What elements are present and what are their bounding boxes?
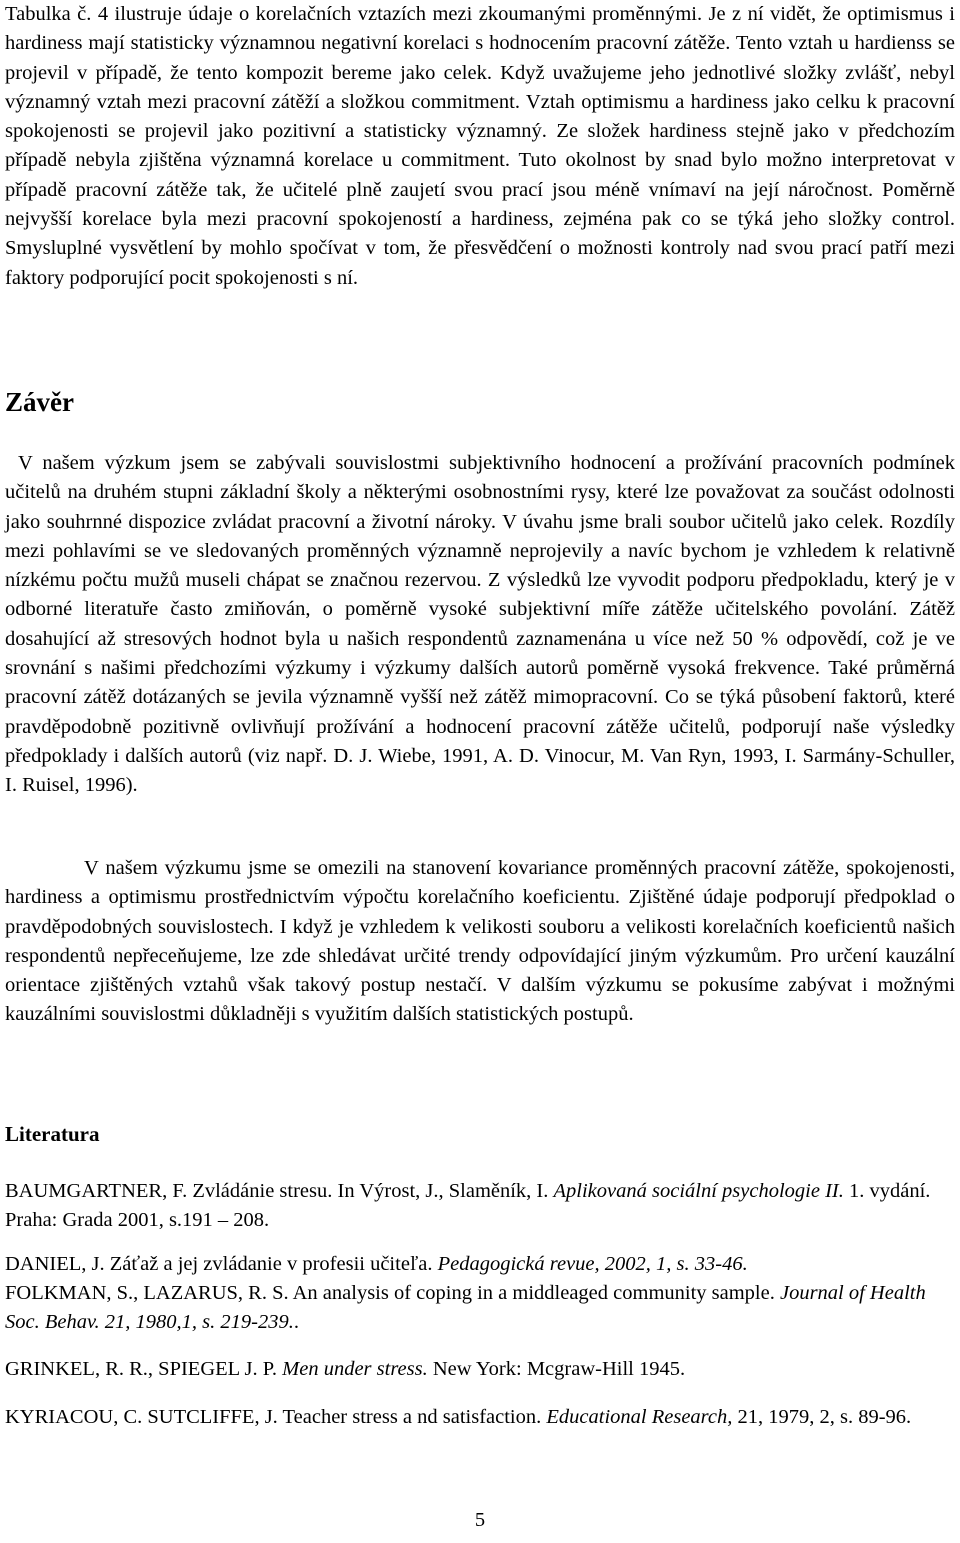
- reference-title: Men under stress.: [282, 1358, 428, 1380]
- page-number: 5: [474, 1509, 486, 1531]
- reference-text: FOLKMAN, S., LAZARUS, R. S. An analysis of coping in a middleaged community sample.: [5, 1282, 780, 1304]
- reference-title: Educational Research,: [546, 1406, 733, 1428]
- section-heading-literature: Literatura: [5, 1122, 100, 1146]
- body-paragraph-correlations: Tabulka č. 4 ilustruje údaje o korelačních vztazích mezi zkoumanými proměnnými. Je z ní vidět, že optimismus i hardiness mají statisticky významnou negativní korelaci s hodnocením pracovní zátěže. Tento vztah u hardienss se projevil v případě, že tento kompozit bereme jako celek. Když uvažujeme jeho jednotlivé složky zvlášť, nebyl významný vztah mezi pracovní zátěží a složkou commitment. Vztah optimismu a hardiness jako celku k pracovní spokojenosti se projevil jako pozitivní a statisticky významný. Ze složek hardiness stejně jako v předchozím případě nebyla zjištěna významná korelace u commitment. Tuto okolnost by snad bylo možno interpretovat v případě pracovní zátěže tak, že učitelé plně zaujetí svou prací jsou méně vnímaví na její náročnost. Poměrně nejvyšší korelace byla mezi pracovní spokojeností a hardiness, zejména pak co se týká jeho složky control. Smysluplné vysvětlení by mohlo spočívat v tom, že přesvědčení o možnosti kontroly nad svou prací patří mezi faktory podporující pocit spokojenosti s ní.: [5, 3, 955, 289]
- reference-text: BAUMGARTNER, F. Zvládánie stresu. In Výrost, J., Slaměník, I.: [5, 1180, 554, 1202]
- reference-item: [5, 1403, 955, 1432]
- reference-title: Journal of Health Soc. Behav. 21, 1980,1, s. 219-239.: [5, 1282, 926, 1334]
- reference-item: [5, 1250, 955, 1279]
- reference-item: [5, 1355, 955, 1384]
- body-paragraph-conclusion-2: V našem výzkumu jsme se omezili na stanovení kovariance proměnných pracovní zátěže, spokojenosti, hardiness a optimismu prostřednictvím výpočtu korelačního koeficientu. Zjištěné údaje podporují předpoklad o pravděpodobných souvislostech. I když je vzhledem k velikosti souboru a velikosti korelačních koeficientů našich respondentů nepřeceňujeme, lze zde shledávat určité trendy odpovídající jiným výzkumům. Pro určení kauzální orientace zjištěných vztahů však takový postup nestačí. V dalším výzkumu se pokusíme zabývat i možnými kauzálními souvislostmi důkladněji s využitím dalších statistických postupů.: [5, 857, 955, 1026]
- reference-text: KYRIACOU, C. SUTCLIFFE, J. Teacher stress a nd satisfaction.: [5, 1406, 547, 1428]
- reference-item: [5, 1177, 955, 1236]
- reference-text: GRINKEL, R. R., SPIEGEL J. P.: [5, 1358, 283, 1380]
- section-heading-conclusion: Závěr: [5, 387, 74, 417]
- reference-text: .: [293, 1311, 299, 1334]
- reference-item: [5, 1279, 955, 1338]
- body-paragraph-conclusion-1: V našem výzkum jsem se zabývali souvislostmi subjektivního hodnocení a prožívání pracovních podmínek učitelů na druhém stupni základní školy a některými osobnostními rysy, které lze považovat za součást odolnosti jako souhrnné dispozice zvládat pracovní a životní nároky. V úvahu jsme brali soubor učitelů jako celek. Rozdíly mezi pohlavími se ve sledovaných proměnných významně neprojevily a navíc bychom je vzhledem k relativně nízkému počtu mužů museli chápat se značnou rezervou. Z výsledků lze vyvodit podporu předpokladu, který je v odborné literatuře často zmiňován, o poměrně vysoké subjektivní míře zátěže učitelského povolání. Zátěž dosahující až stresových hodnot byla u našich respondentů zaznamenána u více než 50 % odpovědí, což je ve srovnání s našimi předchozími výzkumy i výzkumy dalších autorů poměrně vysoká frekvence. Také průměrná pracovní zátěž dotázaných se jevila významně vyšší než zátěž mimopracovní. Co se týká působení faktorů, které pravděpodobně pozitivně ovlivňují prožívání a hodnocení pracovní zátěže učitelů, podporují naše výsledky předpoklady i dalších autorů (viz např. D. J. Wiebe, 1991, A. D. Vinocur, M. Van Ryn, 1993, I. Sarmány-Schuller, I. Ruisel, 1996).: [5, 452, 955, 797]
- reference-title: Pedagogická revue, 2002, 1, s. 33-46.: [437, 1253, 748, 1275]
- reference-text: DANIEL, J. Záťaž a jej zvládanie v profesii učiteľa.: [5, 1253, 438, 1275]
- reference-text: New York: Mcgraw-Hill 1945.: [427, 1358, 686, 1380]
- reference-text: 21, 1979, 2, s. 89-96.: [732, 1406, 912, 1428]
- reference-text: 1. vydání. Praha: Grada 2001, s.191 – 208.: [5, 1180, 931, 1232]
- reference-title: Aplikovaná sociální psychologie II.: [553, 1180, 844, 1202]
